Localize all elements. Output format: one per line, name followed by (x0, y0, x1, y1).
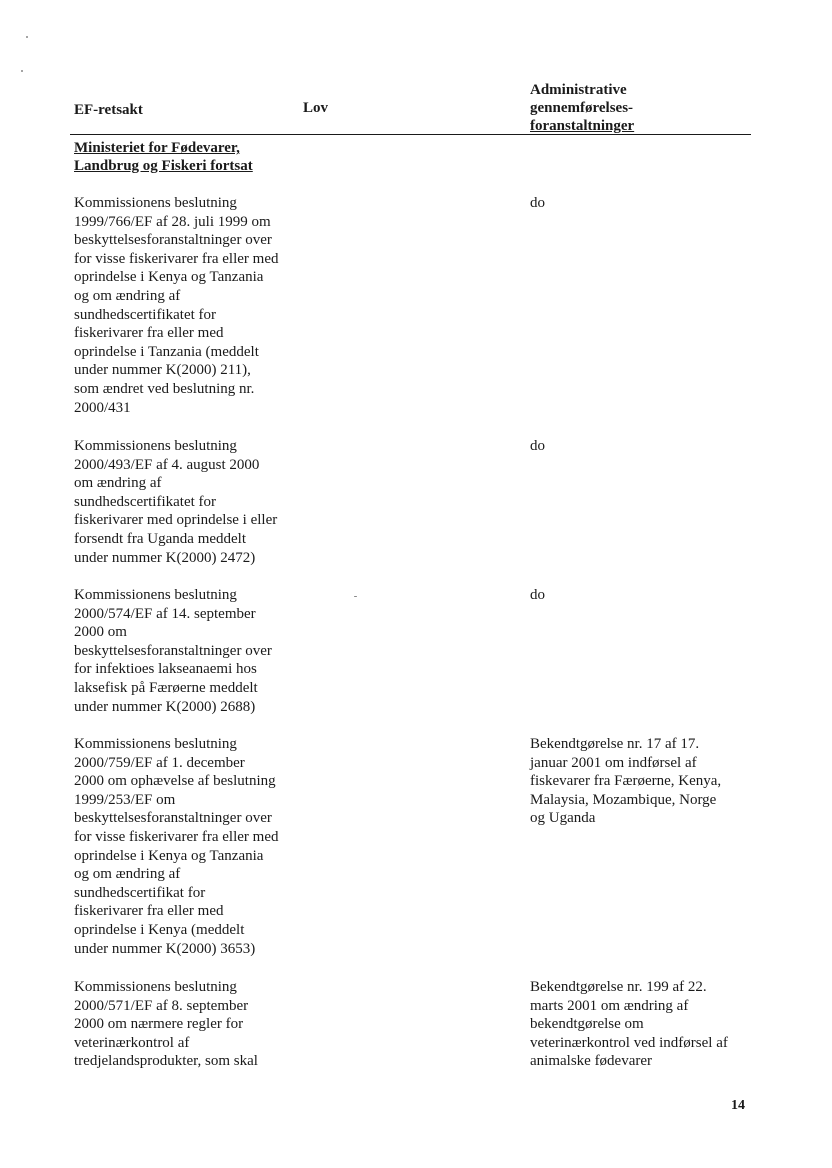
page-number: 14 (731, 1098, 745, 1113)
ef-act-line: 2000/574/EF af 14. september (74, 605, 256, 622)
admin-measure-line: og Uganda (530, 810, 596, 827)
ef-act-line: under nummer K(2000) 2688) (74, 698, 256, 715)
ef-act-line: sundhedscertifikat for (74, 884, 206, 901)
ef-act-line: 2000 om ophævelse af beslutning (74, 773, 276, 790)
ef-act-line: oprindelse i Kenya (meddelt (74, 921, 245, 938)
column-header-ef-act: EF-retsakt (74, 102, 143, 118)
ef-act-line: oprindelse i Kenya og Tanzania (74, 269, 264, 286)
admin-measure-cell (530, 586, 755, 605)
scan-speck (21, 70, 23, 72)
ef-act-line: fiskerivarer med oprindelse i eller (74, 512, 278, 529)
ef-act-line: 2000/759/EF af 1. december (74, 754, 245, 771)
ef-act-line: for visse fiskerivarer fra eller med (74, 828, 279, 845)
section-heading (74, 139, 253, 175)
ef-act-line: 2000 om nærmere regler for (74, 1016, 244, 1033)
ef-act-line: oprindelse i Tanzania (meddelt (74, 343, 259, 360)
admin-measure-cell (530, 978, 755, 1071)
admin-measure-line: do (530, 587, 545, 603)
column-header-line: foranstaltninger (530, 118, 635, 134)
ef-act-line: beskyttelsesforanstaltninger over (74, 642, 272, 659)
ef-act-line: 2000/431 (74, 399, 131, 416)
ef-act-line: Kommissionens beslutning (74, 979, 237, 995)
ef-act-line: under nummer K(2000) 3653) (74, 940, 256, 957)
ef-act-line: Kommissionens beslutning (74, 736, 237, 752)
ef-act-line: sundhedscertifikatet for (74, 306, 217, 323)
ef-act-cell (74, 978, 304, 1071)
ef-act-cell (74, 194, 304, 417)
admin-measure-line: januar 2001 om indførsel af (530, 754, 697, 771)
ef-act-line: 2000 om (74, 624, 127, 641)
admin-measure-cell (530, 735, 755, 828)
column-header-admin-measures (530, 81, 730, 135)
ef-act-line: oprindelse i Kenya og Tanzania (74, 847, 264, 864)
admin-measure-line: Malaysia, Mozambique, Norge (530, 791, 717, 808)
ef-act-line: fiskerivarer fra eller med (74, 325, 224, 342)
ef-act-line: under nummer K(2000) 2472) (74, 549, 256, 566)
header-rule (70, 134, 751, 135)
admin-measure-line: do (530, 195, 545, 211)
ef-act-line: og om ændring af (74, 866, 181, 883)
section-heading-line: Ministeriet for Fødevarer, (74, 140, 240, 156)
admin-measure-line: do (530, 438, 545, 454)
ef-act-line: sundhedscertifikatet for (74, 493, 217, 510)
ef-act-cell (74, 437, 304, 567)
admin-measure-line: bekendtgørelse om (530, 1016, 644, 1033)
ef-act-cell (74, 586, 304, 716)
ef-act-line: forsendt fra Uganda meddelt (74, 530, 247, 547)
admin-measure-line: veterinærkontrol ved indførsel af (530, 1034, 728, 1051)
ef-act-cell (74, 735, 304, 958)
admin-measure-line: Bekendtgørelse nr. 199 af 22. (530, 979, 707, 995)
ef-act-line: og om ændring af (74, 287, 181, 304)
admin-measure-line: Bekendtgørelse nr. 17 af 17. (530, 736, 700, 752)
ef-act-line: under nummer K(2000) 211), (74, 362, 251, 379)
column-header-line: gennemførelses- (530, 100, 634, 116)
admin-measure-cell (530, 437, 755, 456)
column-header-line: Administrative (530, 82, 627, 98)
ef-act-line: som ændret ved beslutning nr. (74, 380, 255, 397)
admin-measure-line: animalske fødevarer (530, 1053, 653, 1070)
ef-act-line: Kommissionens beslutning (74, 195, 237, 211)
ef-act-line: beskyttelsesforanstaltninger over (74, 232, 272, 249)
ef-act-line: beskyttelsesforanstaltninger over (74, 810, 272, 827)
ef-act-line: for visse fiskerivarer fra eller med (74, 250, 279, 267)
admin-measure-line: fiskevarer fra Færøerne, Kenya, (530, 773, 722, 790)
ef-act-line: 1999/253/EF om (74, 791, 176, 808)
ef-act-line: laksefisk på Færøerne meddelt (74, 679, 258, 696)
ef-act-line: fiskerivarer fra eller med (74, 903, 224, 920)
ef-act-line: 1999/766/EF af 28. juli 1999 om (74, 213, 271, 230)
ef-act-line: for infektioes lakseanaemi hos (74, 661, 257, 678)
scan-speck (354, 596, 357, 597)
column-header-law: Lov (303, 100, 329, 116)
ef-act-line: tredjelandsprodukter, som skal (74, 1053, 258, 1070)
admin-measure-cell (530, 194, 755, 213)
ef-act-line: om ændring af (74, 475, 162, 492)
ef-act-line: veterinærkontrol af (74, 1034, 190, 1051)
ef-act-line: 2000/571/EF af 8. september (74, 997, 249, 1014)
admin-measure-line: marts 2001 om ændring af (530, 997, 689, 1014)
ef-act-line: Kommissionens beslutning (74, 438, 237, 454)
ef-act-line: Kommissionens beslutning (74, 587, 237, 603)
section-heading-line: Landbrug og Fiskeri fortsat (74, 158, 253, 174)
scan-speck (26, 36, 28, 38)
ef-act-line: 2000/493/EF af 4. august 2000 (74, 456, 260, 473)
